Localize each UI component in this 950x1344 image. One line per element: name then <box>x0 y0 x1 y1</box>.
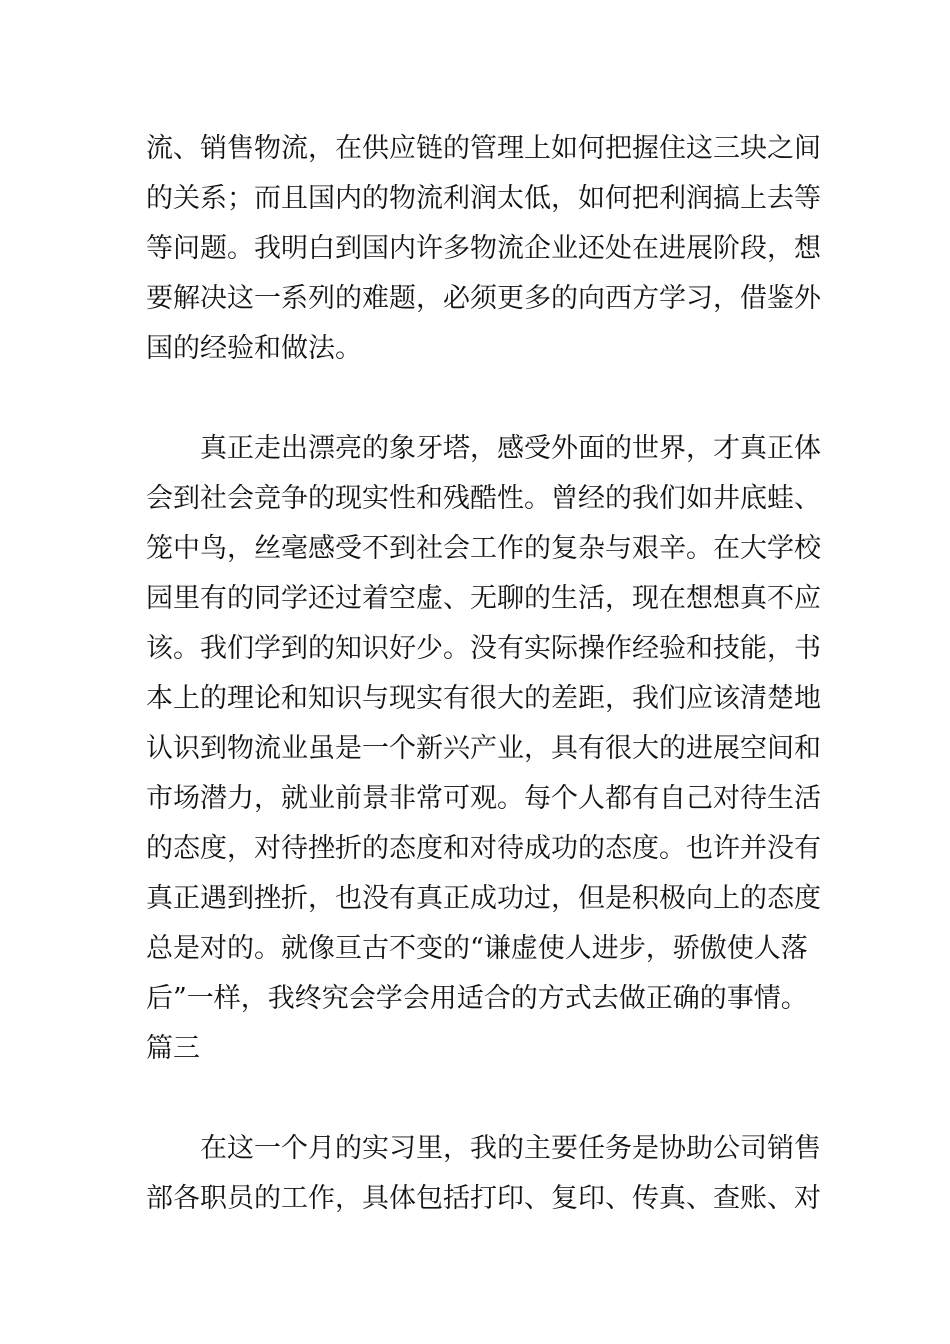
text-line: 园里有的同学还过着空虚、无聊的生活，现在想想真不应 <box>146 583 821 614</box>
text-line: 的态度，对待挫折的态度和对待成功的态度。也许并没有 <box>146 833 821 864</box>
text-line: 的关系；而且国内的物流利润太低，如何把利润搞上去等 <box>146 183 821 214</box>
text-line: 本上的理论和知识与现实有很大的差距，我们应该清楚地 <box>146 683 821 714</box>
text-line: 市场潜力，就业前景非常可观。每个人都有自己对待生活 <box>146 783 821 814</box>
text-line: 等问题。我明白到国内许多物流企业还处在进展阶段，想 <box>146 233 821 264</box>
text-line: 总是对的。就像亘古不变的“谦虚使人进步，骄傲使人落 <box>146 933 808 964</box>
text-line: 真正遇到挫折，也没有真正成功过，但是积极向上的态度 <box>146 883 821 914</box>
text-line: 笼中鸟，丝毫感受不到社会工作的复杂与艰辛。在大学校 <box>146 533 821 564</box>
text-line: 认识到物流业虽是一个新兴产业，具有很大的进展空间和 <box>146 733 821 764</box>
text-line: 国的经验和做法。 <box>146 333 362 364</box>
text-line: 部各职员的工作，具体包括打印、复印、传真、查账、对 <box>146 1183 821 1214</box>
text-line: 在这一个月的实习里，我的主要任务是协助公司销售 <box>200 1133 821 1164</box>
text-line: 流、销售物流，在供应链的管理上如何把握住这三块之间 <box>146 133 821 164</box>
text-line: 真正走出漂亮的象牙塔，感受外面的世界，才真正体 <box>200 433 821 464</box>
text-line: 后”一样，我终究会学会用适合的方式去做正确的事情。 <box>146 983 808 1014</box>
text-line: 该。我们学到的知识好少。没有实际操作经验和技能，书 <box>146 633 821 664</box>
section-heading-text: 篇三 <box>146 1033 200 1064</box>
text-line: 要解决这一系列的难题，必须更多的向西方学习，借鉴外 <box>146 283 821 314</box>
text-line: 会到社会竞争的现实性和残酷性。曾经的我们如井底蛙、 <box>146 483 821 514</box>
